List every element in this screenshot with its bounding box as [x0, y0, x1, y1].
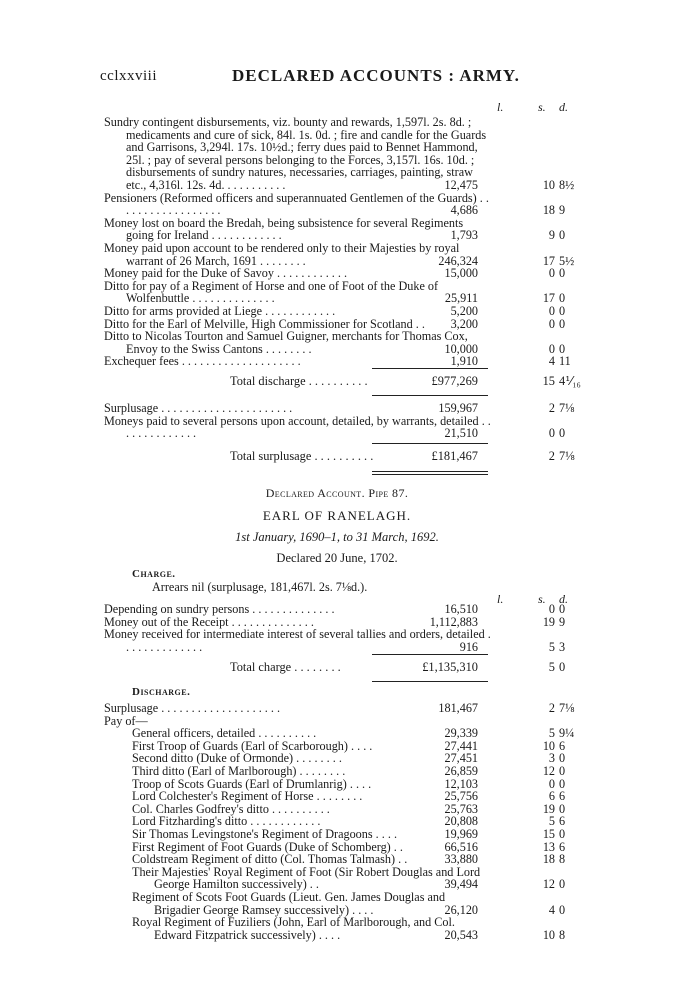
total-charge-label: Total charge . . . . . . . .	[230, 660, 341, 675]
row-shillings: 18	[542, 852, 555, 867]
row-description: Ditto to Nicolas Tourton and Samuel Guigner, merchants for Thomas Cox, Envoy to the Swiss Cantons . . . . . . . .	[104, 329, 468, 356]
row-pence: 0	[559, 902, 566, 917]
pay-of-heading: Pay of—	[104, 713, 148, 728]
row-shillings: 17	[542, 253, 555, 268]
total-discharge-line	[104, 368, 581, 394]
row-pounds: 39,494	[444, 877, 478, 892]
row-pounds: 12,475	[444, 177, 478, 192]
row-description: Royal Regiment of Fuziliers (John, Earl of Marlborough, and Col. Edward Fitzpatrick successively) . . . .	[132, 915, 455, 942]
ledger-row	[104, 603, 574, 616]
row-pounds: 25,911	[444, 291, 478, 306]
row-pounds: 27,451	[444, 751, 478, 766]
row-pence: 5½	[559, 253, 575, 268]
row-description: Sundry contingent disbursements, viz. bounty and rewards, 1,597l. 2s. 8d. ; medicaments and cure of sick, 84l. 1s. 0d. ; fire and candle for the Guards and Garrisons, 3,294l. 17s. 10½d.; ferry dues paid to Bennet Hammond, 25l. ; pay of several persons belonging to the Forces, 3,157l. 16s. 10d. ; disbursements of sundry natures, necessaries, carriages, painting, straw etc., 4,316l. 12s. 4d. . . . . . . . . . .	[104, 115, 487, 192]
total-discharge-shillings: 15	[542, 374, 555, 389]
ledger-row	[104, 765, 574, 778]
row-shillings: 4	[548, 354, 555, 369]
ledger-row	[104, 116, 574, 192]
row-description: General officers, detailed . . . . . . . . . .	[132, 726, 317, 741]
row-pounds: 25,756	[444, 789, 478, 804]
row-shillings: 12	[542, 877, 555, 892]
row-description: First Troop of Guards (Earl of Scarborough) . . . .	[132, 738, 373, 753]
row-pence: 9	[559, 614, 566, 629]
row-shillings: 4	[548, 902, 555, 917]
row-description: Third ditto (Earl of Marlborough) . . . . . . . .	[132, 763, 346, 778]
row-pounds: 916	[459, 639, 478, 654]
row-shillings: 5	[548, 814, 555, 829]
row-pence: 9¼	[559, 726, 575, 741]
row-pounds: 26,859	[444, 763, 478, 778]
row-pounds: 12,103	[444, 776, 478, 791]
account-title: EARL OF RANELAGH.	[262, 508, 412, 523]
row-description: Ditto for pay of a Regiment of Horse and one of Foot of the Duke of Wolfenbuttle . . . . . . . . . . . . . .	[104, 278, 439, 306]
row-description: Money paid for the Duke of Savoy . . . . . . . . . . . .	[104, 266, 348, 281]
row-pounds: 10,000	[444, 341, 478, 356]
col-header-pence: d.	[559, 592, 568, 606]
ledger-row	[104, 217, 574, 242]
row-shillings: 15	[542, 826, 555, 841]
row-description: Money received for intermediate interest of several tallies and orders, detailed . . . . . . . . . . . . . .	[104, 627, 491, 654]
row-pence: 8	[559, 852, 566, 867]
row-shillings: 10	[542, 738, 555, 753]
total-surplusage-pounds: £181,467	[431, 449, 478, 464]
row-description: Regiment of Scots Foot Guards (Lieut. Gen. James Douglas and Brigadier George Ramsey successively) . . . .	[132, 889, 446, 917]
discharge-items	[104, 702, 574, 941]
row-shillings: 12	[542, 763, 555, 778]
row-shillings: 0	[548, 341, 555, 356]
ledger-row	[104, 702, 574, 715]
ledger-row	[104, 402, 574, 415]
ledger-row	[104, 280, 574, 305]
row-description: First Regiment of Foot Guards (Duke of Schomberg) . .	[132, 839, 403, 854]
row-shillings: 2	[548, 701, 555, 715]
row-description: Second ditto (Duke of Ormonde) . . . . . . . .	[132, 751, 342, 766]
row-pounds: 159,967	[438, 401, 478, 415]
col-header-pounds: l.	[497, 100, 504, 114]
row-pence: 0	[559, 303, 566, 318]
row-pence: 3	[559, 639, 566, 654]
row-pence: 0	[559, 801, 566, 816]
row-pounds: 19,969	[444, 826, 478, 841]
row-pounds: 246,324	[438, 253, 478, 268]
ledger-row	[104, 853, 574, 866]
ledger-row	[104, 828, 574, 841]
row-pounds: 20,543	[444, 927, 478, 942]
ledger-row	[104, 891, 574, 916]
total-rule	[372, 681, 488, 682]
total-discharge-pence: 4⅟₁₆	[559, 374, 581, 389]
row-shillings: 0	[548, 776, 555, 791]
total-rule	[372, 395, 488, 396]
row-shillings: 9	[548, 228, 555, 243]
row-description: Money lost on board the Bredah, being subsistence for several Regiments going for Ireland . . . . . . . . . . . .	[104, 215, 464, 243]
ledger-row	[104, 192, 574, 217]
declared-date: Declared 20 June, 1702.	[276, 551, 398, 565]
running-title: DECLARED ACCOUNTS : ARMY.	[232, 66, 520, 85]
row-shillings: 3	[548, 751, 555, 766]
row-pounds: 27,441	[444, 738, 478, 753]
row-pence: 0	[559, 316, 566, 331]
total-surplusage-label: Total surplusage . . . . . . . . . .	[230, 449, 374, 464]
ledger-row	[104, 355, 574, 368]
ledger-row	[104, 267, 574, 280]
row-shillings: 19	[542, 614, 555, 629]
total-surplusage-line	[104, 443, 574, 469]
row-description: Money out of the Receipt . . . . . . . . . . . . . .	[104, 614, 314, 629]
row-shillings: 19	[542, 801, 555, 816]
row-pence: 0	[559, 266, 566, 281]
row-pence: 7⅛	[559, 401, 575, 415]
ledger-row	[104, 727, 574, 740]
ledger-row	[104, 415, 574, 440]
total-charge-shillings: 5	[548, 660, 555, 675]
row-pounds: 4,686	[450, 203, 478, 218]
row-pence: 7⅛	[559, 701, 575, 715]
row-pence: 0	[559, 341, 566, 356]
row-description: Pensioners (Reformed officers and superannuated Gentlemen of the Guards) . . . . . . . . . . . . . . . . . .	[104, 190, 489, 218]
row-shillings: 0	[548, 303, 555, 318]
row-shillings: 0	[548, 266, 555, 281]
row-shillings: 0	[548, 602, 555, 616]
row-pence: 8	[559, 927, 566, 942]
row-pence: 0	[559, 763, 566, 778]
row-pounds: 1,112,883	[429, 614, 478, 629]
row-pence: 8½	[559, 177, 575, 192]
row-description: Exchequer fees . . . . . . . . . . . . . . . . . . . .	[104, 354, 301, 369]
col-header-shillings: s.	[538, 592, 546, 606]
row-pounds: 21,510	[444, 426, 478, 441]
row-description: Ditto for arms provided at Liege . . . . . . . . . . . .	[104, 303, 336, 318]
row-pence: 0	[559, 602, 566, 616]
row-shillings: 0	[548, 316, 555, 331]
total-discharge-pounds: £977,269	[431, 374, 478, 389]
row-pence: 6	[559, 839, 566, 854]
total-charge-pounds: £1,135,310	[422, 660, 478, 675]
row-pounds: 1,910	[450, 354, 478, 369]
double-rule	[372, 471, 488, 475]
ledger-row	[104, 330, 574, 355]
row-pounds: 20,808	[444, 814, 478, 829]
row-description: Money paid upon account to be rendered only to their Majesties by royal warrant of 26 March, 1691 . . . . . . . .	[104, 240, 460, 268]
row-shillings: 2	[548, 401, 555, 415]
total-charge-pence: 0	[559, 660, 566, 675]
row-pounds: 181,467	[438, 701, 478, 715]
row-pounds: 5,200	[450, 303, 478, 318]
row-pence: 6	[559, 814, 566, 829]
row-pence: 11	[559, 354, 571, 369]
total-surplusage-pence: 7⅛	[559, 449, 575, 464]
page-number: cclxxviii	[100, 68, 157, 84]
row-pounds: 66,516	[444, 839, 478, 854]
row-pence: 0	[559, 751, 566, 766]
row-shillings: 5	[548, 639, 555, 654]
row-shillings: 18	[542, 203, 555, 218]
row-pence: 0	[559, 426, 566, 441]
total-surplusage-shillings: 2	[548, 449, 555, 464]
row-pence: 0	[559, 228, 566, 243]
ledger-row	[104, 790, 574, 803]
ledger-row	[104, 916, 574, 941]
row-pounds: 15,000	[444, 266, 478, 281]
discharge-items-part1	[104, 116, 574, 368]
row-description: Their Majesties' Royal Regiment of Foot (Sir Robert Douglas and Lord George Hamilton successively) . .	[132, 864, 481, 892]
total-charge-line	[104, 654, 574, 680]
row-shillings: 6	[548, 789, 555, 804]
row-pence: 0	[559, 776, 566, 791]
row-pounds: 29,339	[444, 726, 478, 741]
row-description: Troop of Scots Guards (Earl of Drumlanrig) . . . .	[132, 776, 372, 791]
total-discharge-label: Total discharge . . . . . . . . . .	[230, 374, 368, 389]
account-period: 1st January, 1690–1, to 31 March, 1692.	[235, 530, 439, 544]
row-pounds: 16,510	[444, 602, 478, 616]
row-pounds: 3,200	[450, 316, 478, 331]
row-shillings: 17	[542, 291, 555, 306]
arrears-line: Arrears nil (surplusage, 181,467l. 2s. 7⅛d.).	[152, 580, 368, 594]
row-pence: 0	[559, 877, 566, 892]
row-pounds: 1,793	[450, 228, 478, 243]
col-header-pence: d.	[559, 100, 568, 114]
col-header-pounds: l.	[497, 592, 504, 606]
row-pence: 0	[559, 826, 566, 841]
discharge-heading: Discharge.	[132, 686, 191, 698]
surplusage-items	[104, 402, 574, 440]
row-pence: 9	[559, 203, 566, 218]
declared-account-line: Declared Account. Pipe 87.	[265, 486, 409, 500]
ledger-row	[104, 866, 574, 891]
col-header-shillings: s.	[538, 100, 546, 114]
row-pounds: 33,880	[444, 852, 478, 867]
row-pence: 0	[559, 291, 566, 306]
row-description: Col. Charles Godfrey's ditto . . . . . . . . . .	[132, 801, 330, 816]
ledger-row	[104, 628, 574, 653]
row-description: Surplusage . . . . . . . . . . . . . . . . . . . . . .	[104, 401, 293, 415]
row-shillings: 10	[542, 177, 555, 192]
row-pounds: 25,763	[444, 801, 478, 816]
row-description: Surplusage . . . . . . . . . . . . . . . . . . . .	[104, 701, 281, 715]
row-shillings: 0	[548, 426, 555, 441]
charge-items	[104, 603, 574, 653]
charge-heading: Charge.	[132, 568, 176, 580]
row-pounds: 26,120	[444, 902, 478, 917]
row-description: Sir Thomas Levingstone's Regiment of Dragoons . . . .	[132, 826, 397, 841]
ledger-row	[104, 305, 574, 318]
row-description: Lord Colchester's Regiment of Horse . . . . . . . .	[132, 789, 363, 804]
ledger-row	[104, 242, 574, 267]
row-description: Depending on sundry persons . . . . . . . . . . . . . .	[104, 602, 335, 616]
row-description: Ditto for the Earl of Melville, High Commissioner for Scotland . .	[104, 316, 425, 331]
row-pence: 6	[559, 738, 566, 753]
row-description: Lord Fitzharding's ditto . . . . . . . . . . . .	[132, 814, 321, 829]
row-description: Moneys paid to several persons upon account, detailed, by warrants, detailed . . . . . . . . . . . . . .	[104, 413, 491, 441]
row-description: Coldstream Regiment of ditto (Col. Thomas Talmash) . .	[132, 852, 408, 867]
row-shillings: 10	[542, 927, 555, 942]
row-shillings: 13	[542, 839, 555, 854]
row-pence: 6	[559, 789, 566, 804]
row-shillings: 5	[548, 726, 555, 741]
